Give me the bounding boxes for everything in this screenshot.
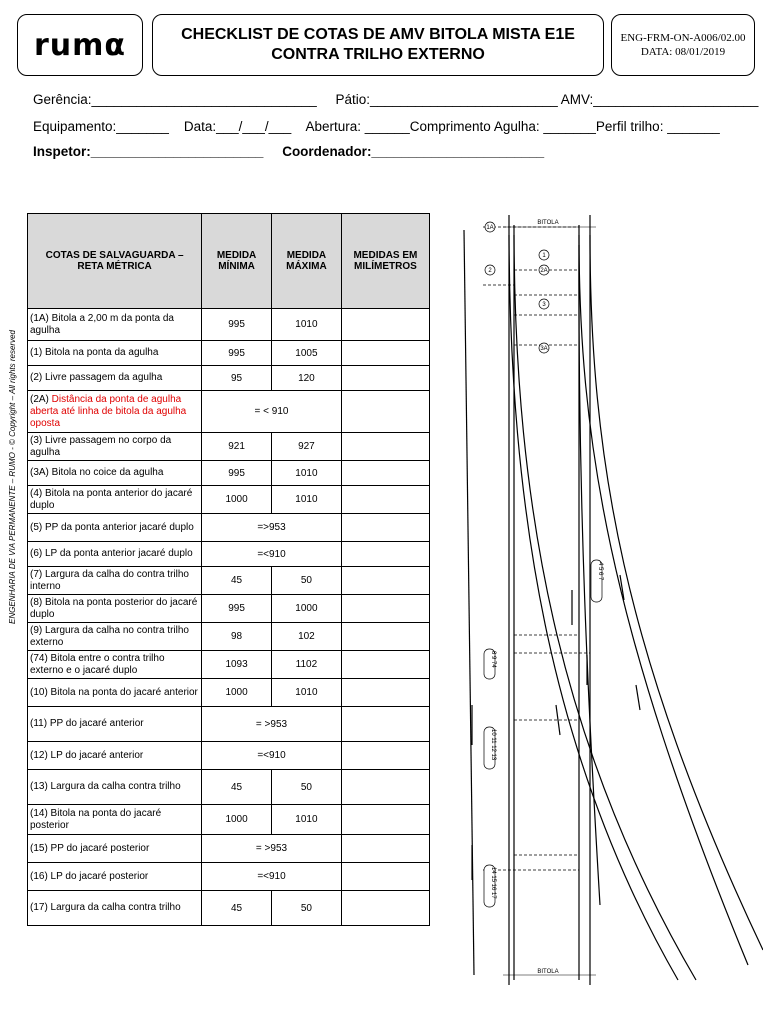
svg-text:1: 1 bbox=[542, 253, 546, 259]
table-row bbox=[28, 835, 430, 863]
measurements-table bbox=[27, 213, 430, 926]
row-description: (12) LP do jacaré anterior bbox=[28, 742, 202, 770]
svg-text:3A: 3A bbox=[540, 346, 548, 352]
row-max: 1010 bbox=[271, 486, 341, 514]
table-row bbox=[28, 341, 430, 366]
bitola-label-bottom: BITOLA bbox=[537, 969, 559, 975]
table-row bbox=[28, 366, 430, 391]
row-max: 1005 bbox=[271, 341, 341, 366]
row-measurement-input[interactable] bbox=[341, 514, 429, 542]
document-title bbox=[152, 14, 604, 76]
marker-1a bbox=[485, 222, 495, 232]
row-measurement-input[interactable] bbox=[341, 461, 429, 486]
document-code: ENG-FRM-ON-A006/02.00 bbox=[620, 32, 746, 44]
row-range: =<910 bbox=[202, 542, 342, 567]
row-measurement-input[interactable] bbox=[341, 835, 429, 863]
row-min: 995 bbox=[202, 595, 272, 623]
row-description: (2) Livre passagem da agulha bbox=[28, 366, 202, 391]
row-min: 995 bbox=[202, 461, 272, 486]
row-max: 50 bbox=[271, 567, 341, 595]
row-description: (17) Largura da calha contra trilho bbox=[28, 891, 202, 926]
row-max: 1000 bbox=[271, 595, 341, 623]
row-measurement-input[interactable] bbox=[341, 707, 429, 742]
track-diagram bbox=[448, 205, 763, 995]
row-max: 1102 bbox=[271, 651, 341, 679]
fields-line-gerencia: Gerência:______________________________ Pátio:_________________________ AMV:______________________ bbox=[33, 92, 759, 107]
row-description: (15) PP do jacaré posterior bbox=[28, 835, 202, 863]
row-measurement-input[interactable] bbox=[341, 595, 429, 623]
table-row bbox=[28, 707, 430, 742]
table-row bbox=[28, 433, 430, 461]
row-measurement-input[interactable] bbox=[341, 567, 429, 595]
row-measurement-input[interactable] bbox=[341, 542, 429, 567]
row-measurement-input[interactable] bbox=[341, 433, 429, 461]
row-measurement-input[interactable] bbox=[341, 805, 429, 835]
row-measurement-input[interactable] bbox=[341, 366, 429, 391]
row-measurement-input[interactable] bbox=[341, 651, 429, 679]
row-max: 102 bbox=[271, 623, 341, 651]
table-row bbox=[28, 863, 430, 891]
row-description: (14) Bitola na ponta do jacaré posterior bbox=[28, 805, 202, 835]
row-measurement-input[interactable] bbox=[341, 309, 429, 341]
row-description: (5) PP da ponta anterior jacaré duplo bbox=[28, 514, 202, 542]
row-min: 995 bbox=[202, 341, 272, 366]
row-range: =<910 bbox=[202, 742, 342, 770]
row-max: 927 bbox=[271, 433, 341, 461]
row-min: 1000 bbox=[202, 805, 272, 835]
row-min: 1000 bbox=[202, 486, 272, 514]
row-measurement-input[interactable] bbox=[341, 679, 429, 707]
row-measurement-input[interactable] bbox=[341, 341, 429, 366]
table-row bbox=[28, 891, 430, 926]
table-row bbox=[28, 679, 430, 707]
row-measurement-input[interactable] bbox=[341, 486, 429, 514]
marker-3 bbox=[539, 299, 549, 309]
marker-2 bbox=[485, 265, 495, 275]
table-row bbox=[28, 805, 430, 835]
bitola-label-top: BITOLA bbox=[537, 220, 559, 226]
row-range: = >953 bbox=[202, 835, 342, 863]
row-min: 1000 bbox=[202, 679, 272, 707]
row-measurement-input[interactable] bbox=[341, 770, 429, 805]
group-label-4-7: 4 5 6 7 bbox=[597, 562, 603, 581]
table-row bbox=[28, 742, 430, 770]
header-cotas: COTAS DE SALVAGUARDA – RETA MÉTRICA bbox=[28, 214, 202, 309]
title-line-1: CHECKLIST DE COTAS DE AMV BITOLA MISTA E1E bbox=[181, 26, 575, 43]
row-description bbox=[28, 391, 202, 433]
row-description: (13) Largura da calha contra trilho bbox=[28, 770, 202, 805]
row-description: (74) Bitola entre o contra trilho externo e o jacaré duplo bbox=[28, 651, 202, 679]
table-row bbox=[28, 567, 430, 595]
table-row bbox=[28, 623, 430, 651]
row-range: = < 910 bbox=[202, 391, 342, 433]
row-max: 50 bbox=[271, 770, 341, 805]
row-description: (11) PP do jacaré anterior bbox=[28, 707, 202, 742]
header-min: MEDIDA MÍNIMA bbox=[202, 214, 272, 309]
row-max: 1010 bbox=[271, 679, 341, 707]
svg-text:2A: 2A bbox=[540, 268, 548, 274]
logo-box bbox=[17, 14, 143, 76]
row-description: (3) Livre passagem no corpo da agulha bbox=[28, 433, 202, 461]
row-description-prefix: (2A) bbox=[30, 393, 52, 405]
row-min: 98 bbox=[202, 623, 272, 651]
fields-line-inspetor: Inspetor:_______________________ Coordenador:_______________________ bbox=[33, 144, 545, 159]
header-max: MEDIDA MÁXIMA bbox=[271, 214, 341, 309]
row-description: (9) Largura da calha no contra trilho externo bbox=[28, 623, 202, 651]
table-row bbox=[28, 651, 430, 679]
row-description: (3A) Bitola no coice da agulha bbox=[28, 461, 202, 486]
row-description: (8) Bitola na ponta posterior do jacaré duplo bbox=[28, 595, 202, 623]
row-measurement-input[interactable] bbox=[341, 623, 429, 651]
table-row bbox=[28, 542, 430, 567]
row-measurement-input[interactable] bbox=[341, 863, 429, 891]
marker-1 bbox=[539, 250, 549, 260]
row-min: 1093 bbox=[202, 651, 272, 679]
svg-text:2: 2 bbox=[488, 268, 492, 274]
header-medidas: MEDIDAS EM MILÍMETROS bbox=[341, 214, 429, 309]
row-max: 1010 bbox=[271, 805, 341, 835]
row-description: (6) LP da ponta anterior jacaré duplo bbox=[28, 542, 202, 567]
title-line-2: CONTRA TRILHO EXTERNO bbox=[271, 46, 485, 63]
row-description: (7) Largura da calha do contra trilho interno bbox=[28, 567, 202, 595]
row-min: 95 bbox=[202, 366, 272, 391]
group-label-8-74: 8 9 74 bbox=[490, 651, 496, 668]
row-min: 45 bbox=[202, 770, 272, 805]
copyright-side-text: ENGENHARIA DE VIA PERMANENTE – RUMO - © Copyright – All rights reserved bbox=[8, 330, 17, 624]
row-range: =<910 bbox=[202, 863, 342, 891]
table-row bbox=[28, 391, 430, 433]
document-date: DATA: 08/01/2019 bbox=[640, 46, 726, 58]
row-max: 50 bbox=[271, 891, 341, 926]
svg-text:1A: 1A bbox=[486, 225, 494, 231]
row-description: (4) Bitola na ponta anterior do jacaré duplo bbox=[28, 486, 202, 514]
fields-line-equipamento: Equipamento:_______ Data:___/___/___ Abertura: ______Comprimento Agulha: _______Perfil trilho: _______ bbox=[33, 119, 720, 134]
marker-2a bbox=[539, 265, 549, 275]
group-label-14-17: 14 15 16 17 bbox=[490, 867, 496, 899]
row-range: = >953 bbox=[202, 707, 342, 742]
row-range: =>953 bbox=[202, 514, 342, 542]
group-label-10-13: 10 11 12 13 bbox=[490, 729, 496, 761]
svg-text:3: 3 bbox=[542, 302, 546, 308]
row-measurement-input[interactable] bbox=[341, 391, 429, 433]
table-row bbox=[28, 309, 430, 341]
table-row bbox=[28, 595, 430, 623]
row-description: (16) LP do jacaré posterior bbox=[28, 863, 202, 891]
marker-3a bbox=[539, 343, 549, 353]
row-description: (1A) Bitola a 2,00 m da ponta da agulha bbox=[28, 309, 202, 341]
row-min: 45 bbox=[202, 891, 272, 926]
row-description-highlight: Distância da ponta de agulha aberta até linha de bitola da agulha oposta bbox=[30, 393, 187, 429]
rumo-logo: rumα bbox=[33, 27, 127, 63]
row-min: 45 bbox=[202, 567, 272, 595]
table-row bbox=[28, 770, 430, 805]
table-row bbox=[28, 461, 430, 486]
row-description: (10) Bitola na ponta do jacaré anterior bbox=[28, 679, 202, 707]
table-row bbox=[28, 514, 430, 542]
document-code-box bbox=[611, 14, 755, 76]
row-min: 921 bbox=[202, 433, 272, 461]
row-min: 995 bbox=[202, 309, 272, 341]
row-measurement-input[interactable] bbox=[341, 891, 429, 926]
row-description: (1) Bitola na ponta da agulha bbox=[28, 341, 202, 366]
row-measurement-input[interactable] bbox=[341, 742, 429, 770]
table-row bbox=[28, 486, 430, 514]
row-max: 1010 bbox=[271, 461, 341, 486]
row-max: 1010 bbox=[271, 309, 341, 341]
row-max: 120 bbox=[271, 366, 341, 391]
